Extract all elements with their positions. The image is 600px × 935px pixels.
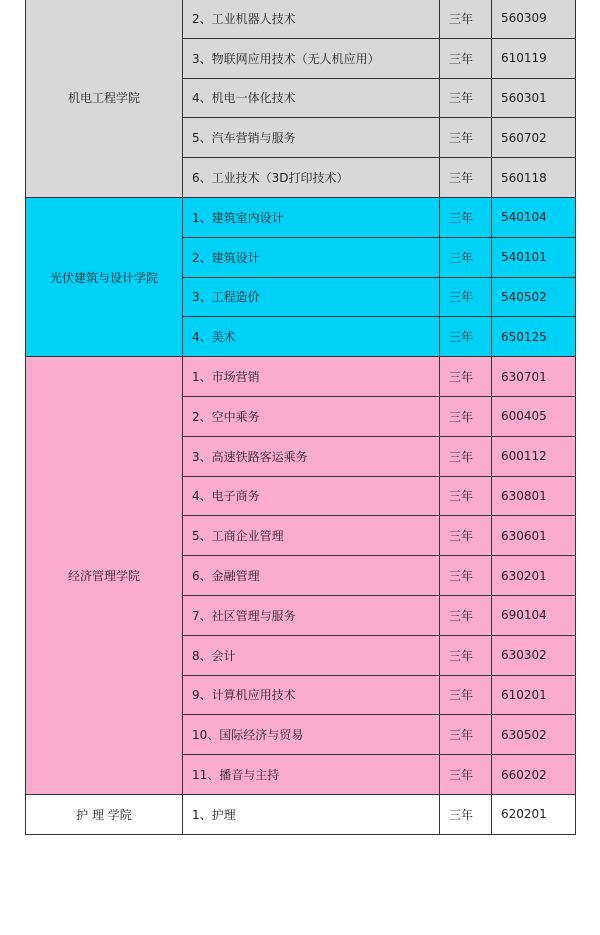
major-code: 660202 [492,755,576,795]
table-row [26,357,576,397]
study-years: 三年 [440,118,492,158]
major-name: 1、护理 [183,794,440,834]
study-years: 三年 [440,396,492,436]
table-row [26,197,576,237]
table-row [26,794,576,834]
major-name: 2、空中乘务 [183,396,440,436]
study-years: 三年 [440,78,492,118]
study-years: 三年 [440,237,492,277]
major-code: 540101 [492,237,576,277]
major-name: 4、电子商务 [183,476,440,516]
major-name: 8、会计 [183,635,440,675]
major-code: 690104 [492,595,576,635]
major-code: 560702 [492,118,576,158]
study-years: 三年 [440,0,492,38]
study-years: 三年 [440,436,492,476]
major-name: 3、物联网应用技术（无人机应用） [183,38,440,78]
major-name: 3、工程造价 [183,277,440,317]
major-code: 630201 [492,556,576,596]
study-years: 三年 [440,357,492,397]
study-years: 三年 [440,38,492,78]
major-code: 540502 [492,277,576,317]
major-code: 620201 [492,794,576,834]
study-years: 三年 [440,476,492,516]
table-row [26,0,576,38]
major-name: 2、工业机器人技术 [183,0,440,38]
study-years: 三年 [440,755,492,795]
major-name: 10、国际经济与贸易 [183,715,440,755]
major-code: 560309 [492,0,576,38]
major-code: 630601 [492,516,576,556]
major-name: 5、工商企业管理 [183,516,440,556]
major-name: 2、建筑设计 [183,237,440,277]
college-cell: 光伏建筑与设计学院 [26,197,183,356]
college-cell: 经济管理学院 [26,357,183,795]
major-name: 6、工业技术（3D打印技术） [183,158,440,198]
major-name: 9、计算机应用技术 [183,675,440,715]
major-code: 560118 [492,158,576,198]
major-code: 560301 [492,78,576,118]
major-name: 11、播音与主持 [183,755,440,795]
major-code: 650125 [492,317,576,357]
major-name: 3、高速铁路客运乘务 [183,436,440,476]
major-code: 610119 [492,38,576,78]
major-code: 630701 [492,357,576,397]
study-years: 三年 [440,516,492,556]
major-name: 4、机电一体化技术 [183,78,440,118]
major-code: 600405 [492,396,576,436]
major-code: 600112 [492,436,576,476]
major-code: 610201 [492,675,576,715]
study-years: 三年 [440,595,492,635]
major-code: 630801 [492,476,576,516]
major-code: 630502 [492,715,576,755]
major-name: 1、建筑室内设计 [183,197,440,237]
study-years: 三年 [440,635,492,675]
major-code: 540104 [492,197,576,237]
study-years: 三年 [440,715,492,755]
major-name: 1、市场营销 [183,357,440,397]
study-years: 三年 [440,158,492,198]
college-cell: 机电工程学院 [26,0,183,197]
study-years: 三年 [440,277,492,317]
college-cell: 护 理 学院 [26,794,183,834]
study-years: 三年 [440,794,492,834]
major-name: 6、金融管理 [183,556,440,596]
majors-table [25,0,576,835]
study-years: 三年 [440,675,492,715]
major-name: 4、美术 [183,317,440,357]
major-code: 630302 [492,635,576,675]
major-name: 7、社区管理与服务 [183,595,440,635]
study-years: 三年 [440,556,492,596]
major-name: 5、汽车营销与服务 [183,118,440,158]
study-years: 三年 [440,317,492,357]
study-years: 三年 [440,197,492,237]
